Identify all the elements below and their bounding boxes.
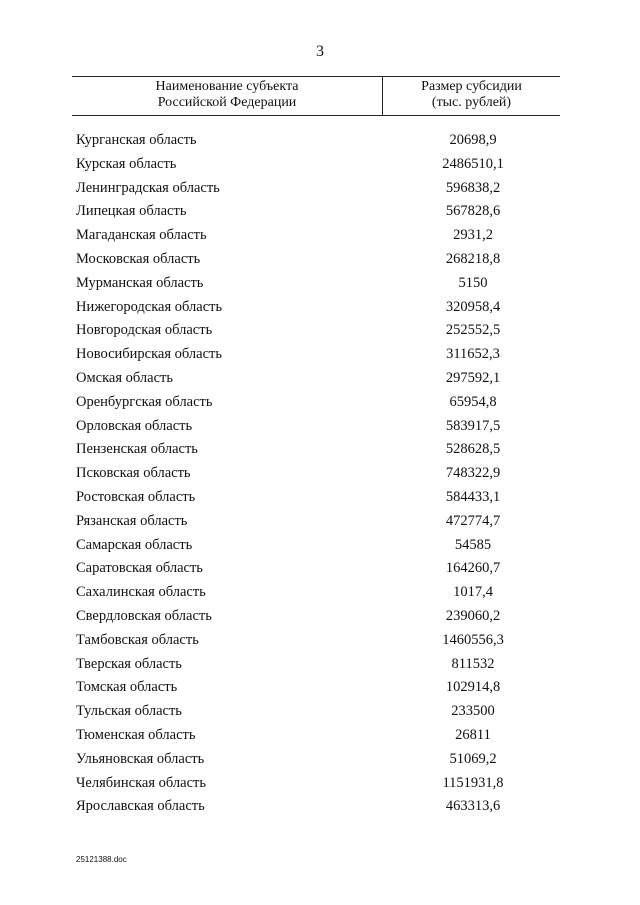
subsidy-amount: 567828,6 bbox=[445, 203, 501, 220]
region-name: Московская область bbox=[76, 250, 201, 267]
subsidy-amount: 311652,3 bbox=[446, 346, 500, 363]
region-name: Новосибирская область bbox=[76, 346, 222, 363]
table-row bbox=[0, 702, 640, 726]
table-row bbox=[0, 750, 640, 774]
region-name: Ульяновская область bbox=[76, 750, 205, 767]
subsidy-amount: 2486510,1 bbox=[442, 155, 504, 172]
subsidy-amount: 268218,8 bbox=[445, 250, 501, 267]
table-row bbox=[0, 797, 640, 821]
table-row bbox=[0, 631, 640, 655]
region-name: Тамбовская область bbox=[76, 631, 199, 648]
region-name: Свердловская область bbox=[76, 607, 212, 624]
table-body bbox=[0, 131, 640, 821]
region-name: Пензенская область bbox=[76, 441, 198, 458]
subsidy-amount: 239060,2 bbox=[445, 607, 501, 624]
region-name: Новгородская область bbox=[76, 322, 213, 339]
subsidy-amount: 51069,2 bbox=[449, 750, 497, 767]
subsidy-amount: 1151931,8 bbox=[442, 774, 504, 791]
region-name: Тюменская область bbox=[76, 726, 196, 743]
page-number: 3 bbox=[316, 43, 324, 60]
table-row bbox=[0, 226, 640, 250]
region-name: Курганская область bbox=[76, 132, 197, 148]
subsidy-amount: 2931,2 bbox=[453, 227, 493, 244]
subsidy-amount: 1017,4 bbox=[453, 584, 493, 601]
region-name: Липецкая область bbox=[76, 203, 187, 220]
header-region-name-line-2: Российской Федерации bbox=[157, 95, 297, 110]
table-row bbox=[0, 179, 640, 203]
region-name: Орловская область bbox=[76, 417, 193, 434]
subsidy-amount: 252552,5 bbox=[445, 322, 501, 339]
region-name: Оренбургская область bbox=[76, 393, 213, 410]
region-name: Омская область bbox=[76, 369, 173, 386]
document-reference: 25121388.doc bbox=[76, 855, 127, 864]
region-name: Ростовская область bbox=[76, 488, 196, 505]
region-name: Томская область bbox=[76, 679, 178, 696]
subsidy-amount: 26811 bbox=[455, 726, 491, 743]
region-name: Нижегородская область bbox=[76, 298, 223, 315]
table-row bbox=[0, 607, 640, 631]
table-row bbox=[0, 464, 640, 488]
table-row bbox=[0, 726, 640, 750]
subsidy-amount: 463313,6 bbox=[445, 798, 501, 815]
table-row bbox=[0, 583, 640, 607]
header-region-name-line-1: Наименование субъекта bbox=[155, 79, 299, 94]
region-name: Сахалинская область bbox=[76, 584, 206, 601]
table-row bbox=[0, 131, 640, 155]
table-row bbox=[0, 655, 640, 679]
subsidy-amount: 5150 bbox=[458, 274, 488, 291]
subsidy-amount: 583917,5 bbox=[445, 417, 501, 434]
subsidy-amount: 20698,9 bbox=[449, 132, 497, 148]
table-row bbox=[0, 155, 640, 179]
region-name: Рязанская область bbox=[76, 512, 188, 529]
header-subsidy-amount bbox=[383, 79, 560, 111]
region-name: Мурманская область bbox=[76, 274, 204, 291]
region-name: Ленинградская область bbox=[76, 179, 220, 196]
table-row bbox=[0, 678, 640, 702]
subsidy-amount: 528628,5 bbox=[445, 441, 501, 458]
subsidy-amount: 584433,1 bbox=[445, 488, 501, 505]
subsidy-amount: 811532 bbox=[451, 655, 495, 672]
region-name: Курская область bbox=[76, 155, 177, 172]
subsidy-amount: 65954,8 bbox=[449, 393, 497, 410]
subsidy-amount: 472774,7 bbox=[445, 512, 501, 529]
table-row bbox=[0, 274, 640, 298]
header-subsidy-amount-line-2: (тыс. рублей) bbox=[431, 95, 512, 110]
region-name: Ярославская область bbox=[76, 798, 205, 815]
region-name: Тульская область bbox=[76, 703, 182, 720]
region-name: Тверская область bbox=[76, 655, 182, 672]
table-row bbox=[0, 202, 640, 226]
table-row bbox=[0, 536, 640, 560]
subsidy-amount: 596838,2 bbox=[445, 179, 501, 196]
subsidy-amount: 1460556,3 bbox=[442, 631, 504, 648]
subsidy-amount: 748322,9 bbox=[445, 465, 501, 482]
header-subsidy-amount-line-1: Размер субсидии bbox=[421, 79, 522, 94]
table-row bbox=[0, 369, 640, 393]
table-row bbox=[0, 488, 640, 512]
table-row bbox=[0, 321, 640, 345]
subsidy-amount: 297592,1 bbox=[445, 369, 501, 386]
subsidy-amount: 54585 bbox=[454, 536, 492, 553]
region-name: Псковская область bbox=[76, 465, 191, 482]
subsidy-amount: 164260,7 bbox=[445, 560, 501, 577]
table-row bbox=[0, 440, 640, 464]
subsidy-amount: 320958,4 bbox=[445, 298, 501, 315]
table-row bbox=[0, 250, 640, 274]
region-name: Челябинская область bbox=[76, 774, 206, 791]
region-name: Саратовская область bbox=[76, 560, 203, 577]
table-row bbox=[0, 417, 640, 441]
table-row bbox=[0, 512, 640, 536]
region-name: Магаданская область bbox=[76, 227, 207, 244]
table-row bbox=[0, 393, 640, 417]
subsidy-amount: 102914,8 bbox=[445, 679, 501, 696]
subsidy-amount: 233500 bbox=[451, 703, 495, 720]
region-name: Самарская область bbox=[76, 536, 193, 553]
table-header bbox=[72, 76, 560, 116]
table-row bbox=[0, 298, 640, 322]
table-row bbox=[0, 345, 640, 369]
table-row bbox=[0, 774, 640, 798]
header-region-name bbox=[72, 79, 382, 111]
table-row bbox=[0, 559, 640, 583]
